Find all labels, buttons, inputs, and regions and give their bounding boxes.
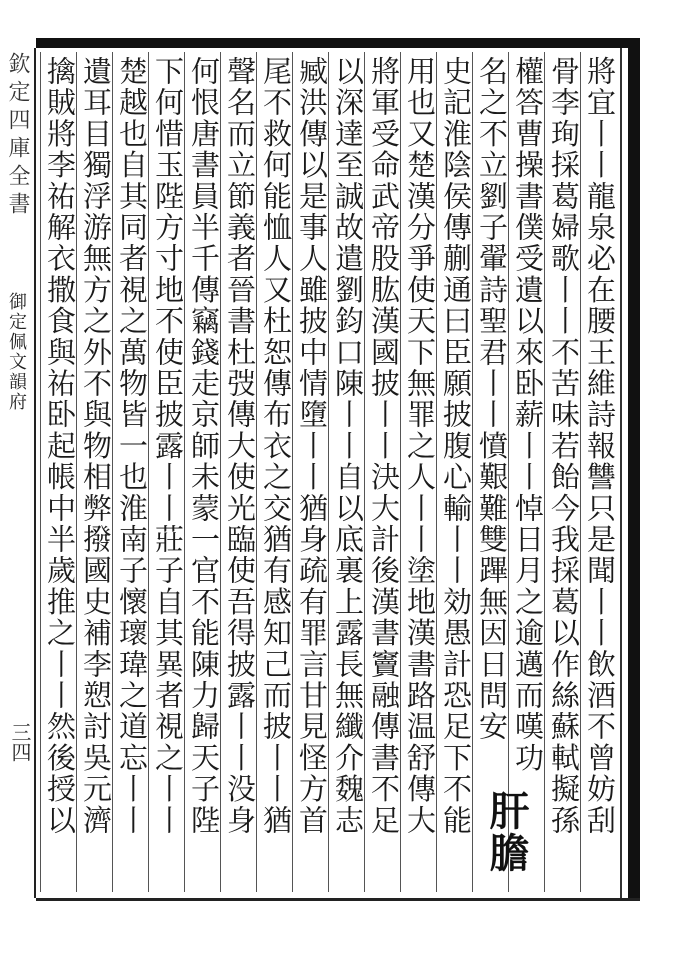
margin-caption: 御定佩文韻府: [6, 292, 27, 412]
frame-top-border: [36, 38, 640, 48]
text-column-7: 將軍受命武帝股肱漢國披丨丨決大計後漢書竇融傳書不足: [367, 56, 401, 836]
text-column-4: 名之不立劉子翬詩聖君丨丨憤艱難雙蹕無因日問安: [475, 56, 509, 743]
text-body: [40, 52, 618, 892]
frame-right-border: [628, 38, 640, 900]
text-column-1: 將宜丨丨龍泉必在腰王維詩報讐只是聞丨丨飲酒不曾妨刮: [583, 56, 617, 836]
text-column-15: 遺耳目獨浮游無方之外不與物相弊撥國史補李愬討吳元濟: [79, 56, 113, 836]
heading-glyph: 肝膽: [483, 790, 530, 874]
margin-title: 欽定四庫全書: [5, 52, 30, 220]
text-column-9: 臧洪傳以是事人雖披中情墮丨丨猶身疏有罪言甘見怪方首: [295, 56, 329, 836]
text-column-5: 史記淮陰侯傳蒯通曰臣願披腹心輸丨丨効愚計恐足下不能: [439, 56, 473, 836]
page-number: 三四: [8, 722, 32, 762]
frame-inner-rule: [620, 48, 622, 900]
text-column-16: 擒賊將李祐解衣撒食與祐卧起帳中半歲推之丨丨然後授以: [43, 56, 77, 836]
text-column-11: 聲名而立節義者晉書杜弢傳大使光臨使吾得披露丨丨没身: [223, 56, 257, 836]
text-column-8: 以深達至誠故遣劉鈞口陳丨丨自以底裏上露長無纖介魏志: [331, 56, 365, 836]
frame-bottom-border: [36, 898, 640, 901]
text-column-12: 何恨唐書員半千傳竊錢走京師未蒙一官不能陳力歸天子陛: [187, 56, 221, 836]
text-column-6: 用也又楚漢分爭使天下無罪之人丨丨塗地漢書路温舒傳大: [403, 56, 437, 836]
text-column-3: 權答曹操書僕受遺以來卧薪丨丨悼日月之逾邁而嘆功: [511, 56, 545, 774]
column-rule: [40, 52, 41, 892]
text-column-10: 尾不救何能恤人又杜恕傳布衣之交猶有感知己而披丨丨猶: [259, 56, 293, 836]
text-column-2: 骨李珣採葛婦歌丨丨不苦味若飴今我採葛以作絲蘇軾擬孫: [547, 56, 581, 836]
text-column-14: 楚越也自其同者視之萬物皆一也淮南子懷瓌瑋之道忘丨丨: [115, 56, 149, 836]
text-column-13: 下何惜玉陛方寸地不使臣披露丨丨莊子自其異者視之丨丨: [151, 56, 185, 836]
